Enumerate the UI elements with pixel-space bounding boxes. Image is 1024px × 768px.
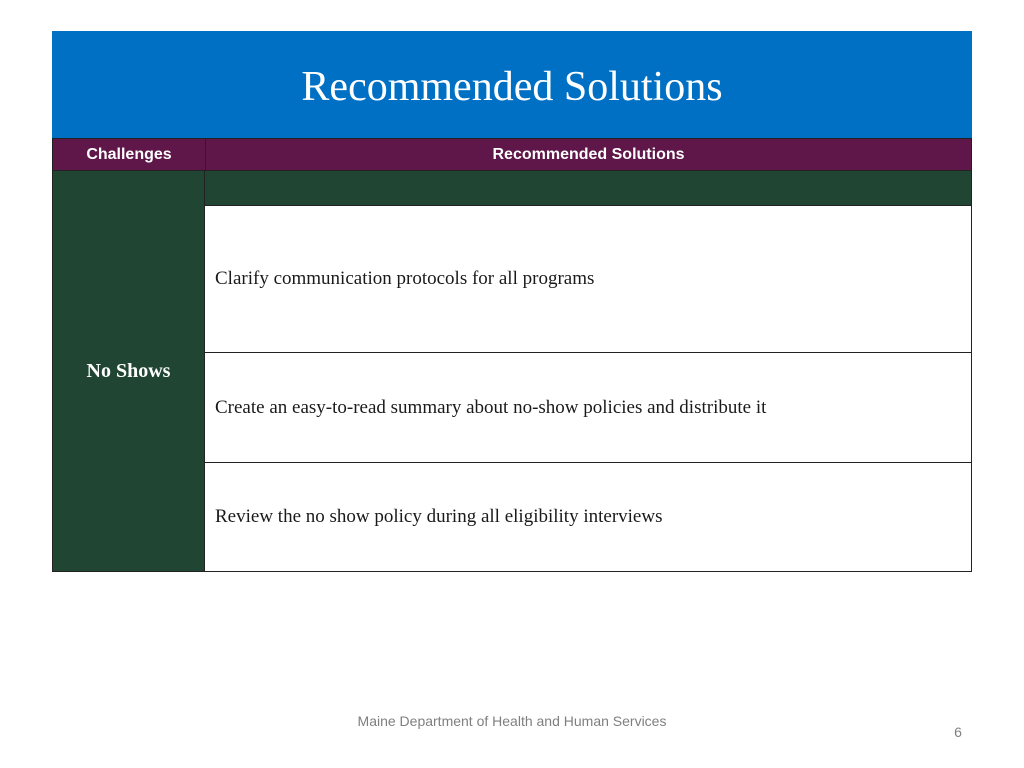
challenge-cell-no-shows: No Shows [52,171,204,572]
header-challenges: Challenges [53,139,206,170]
solution-text: Review the no show policy during all eligibility interviews [215,506,663,527]
solution-row [204,353,972,463]
solutions-spacer-row [204,171,972,206]
solution-row [204,206,972,353]
solutions-table [52,138,972,572]
slide-title: Recommended Solutions [301,63,723,110]
solution-row [204,463,972,572]
solution-text: Clarify communication protocols for all programs [215,268,595,289]
solution-text: Create an easy-to-read summary about no-show policies and distribute it [215,396,767,418]
page-number: 6 [954,724,962,740]
table-header-row [52,138,972,171]
header-recommended-solutions: Recommended Solutions [492,145,685,163]
title-banner [52,31,972,138]
footer-organization: Maine Department of Health and Human Services [357,713,667,729]
